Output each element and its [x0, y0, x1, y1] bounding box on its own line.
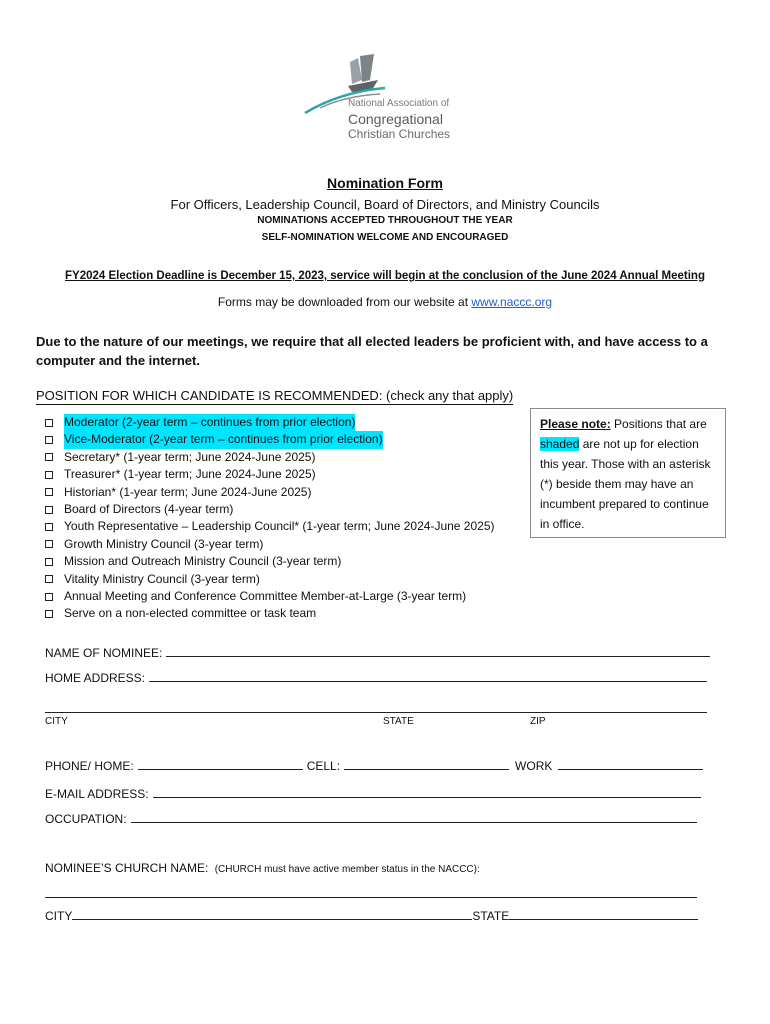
- position-label: Moderator (2-year term – continues from prior election): [64, 414, 355, 431]
- download-text: Forms may be downloaded from our website at: [217, 295, 472, 309]
- work-label: WORK: [515, 759, 553, 773]
- email-field[interactable]: [153, 797, 701, 798]
- position-option[interactable]: [45, 501, 495, 518]
- position-option[interactable]: [45, 536, 495, 553]
- form-subtitle: For Officers, Leadership Council, Board of Directors, and Ministry Councils: [170, 197, 600, 212]
- position-label: Historian* (1-year term; June 2024-June 2025): [64, 484, 312, 499]
- positions-heading: POSITION FOR WHICH CANDIDATE IS RECOMMENDED: (check any that apply): [36, 388, 514, 403]
- checkbox[interactable]: [45, 488, 53, 496]
- note-label: Please note:: [540, 417, 611, 431]
- position-label: Vitality Ministry Council (3-year term): [64, 571, 260, 586]
- position-option[interactable]: [45, 449, 495, 466]
- download-info: [0, 295, 770, 309]
- occupation-label: OCCUPATION:: [45, 812, 127, 826]
- position-option[interactable]: [45, 466, 495, 483]
- nominee-name-label: NAME OF NOMINEE:: [45, 646, 163, 660]
- position-options: [45, 414, 495, 623]
- position-option[interactable]: [45, 414, 495, 431]
- church-name-label: NOMINEE’S CHURCH NAME:: [45, 861, 209, 875]
- nominee-name-row: [45, 646, 710, 660]
- logo-text-line1: National Association of: [348, 98, 450, 109]
- occupation-row: [45, 812, 697, 826]
- home-address-row: [45, 671, 707, 685]
- church-city-label: CITY: [45, 909, 73, 923]
- logo-text-line2: Congregational: [348, 111, 443, 127]
- logo-text-line3: Christian Churches: [348, 127, 451, 141]
- self-nomination-note: SELF-NOMINATION WELCOME AND ENCOURAGED: [261, 232, 509, 243]
- checkbox[interactable]: [45, 453, 53, 461]
- email-label: E-MAIL ADDRESS:: [45, 787, 149, 801]
- checkbox[interactable]: [45, 419, 53, 427]
- state-caption: STATE: [383, 716, 414, 727]
- note-text-1: Positions that are: [610, 417, 707, 431]
- website-link[interactable]: www.naccc.org: [471, 295, 553, 309]
- position-label: Annual Meeting and Conference Committee Member-at-Large (3-year term): [64, 588, 467, 603]
- phone-home-label: PHONE/ HOME:: [45, 759, 134, 773]
- home-address-label: HOME ADDRESS:: [45, 671, 146, 685]
- requirement-statement: Due to the nature of our meetings, we require that all elected leaders be proficient with, and have access to a computer and the internet.: [36, 334, 708, 368]
- position-option[interactable]: [45, 484, 495, 501]
- home-address-field[interactable]: [149, 681, 707, 682]
- church-name-field[interactable]: [45, 897, 697, 898]
- position-label: Secretary* (1-year term; June 2024-June 2025): [64, 449, 316, 464]
- form-title: Nomination Form: [327, 175, 443, 191]
- church-state-field[interactable]: [509, 919, 698, 920]
- checkbox[interactable]: [45, 593, 53, 601]
- cell-field[interactable]: [344, 769, 509, 770]
- phone-row: [45, 759, 703, 773]
- church-state-label: STATE: [472, 909, 510, 923]
- position-label: Growth Ministry Council (3-year term): [64, 536, 264, 551]
- church-name-row: [45, 861, 480, 875]
- position-label: Serve on a non-elected committee or task team: [64, 606, 317, 621]
- church-city-row: [45, 909, 698, 923]
- checkbox[interactable]: [45, 575, 53, 583]
- occupation-field[interactable]: [131, 822, 697, 823]
- position-label: Vice-Moderator (2-year term – continues from prior election): [64, 431, 383, 448]
- work-field[interactable]: [558, 769, 703, 770]
- note-shaded-word: shaded: [540, 437, 580, 451]
- position-option[interactable]: [45, 605, 495, 622]
- position-option[interactable]: [45, 518, 495, 535]
- please-note-box: [530, 408, 726, 538]
- checkbox[interactable]: [45, 506, 53, 514]
- position-option[interactable]: [45, 588, 495, 605]
- email-row: [45, 787, 701, 801]
- checkbox[interactable]: [45, 523, 53, 531]
- nominations-accepted-note: NOMINATIONS ACCEPTED THROUGHOUT THE YEAR: [257, 215, 513, 226]
- note-text-2: are not up for election this year. Those with an asterisk (*) beside them may have an incumbent prepared to continue in office.: [540, 437, 711, 531]
- checkbox[interactable]: [45, 436, 53, 444]
- phone-home-field[interactable]: [138, 769, 303, 770]
- election-deadline: FY2024 Election Deadline is December 15, 2023, service will begin at the conclusion of the June 2024 Annual Meeting: [65, 270, 705, 282]
- city-state-zip-field[interactable]: [45, 712, 707, 713]
- church-status-note: (CHURCH must have active member status in the NACCC):: [214, 864, 480, 875]
- checkbox[interactable]: [45, 558, 53, 566]
- zip-caption: ZIP: [530, 716, 546, 727]
- cell-label: CELL:: [306, 759, 341, 773]
- checkbox[interactable]: [45, 471, 53, 479]
- checkbox[interactable]: [45, 610, 53, 618]
- position-option[interactable]: [45, 553, 495, 570]
- position-label: Board of Directors (4-year term): [64, 501, 234, 516]
- position-option[interactable]: [45, 571, 495, 588]
- checkbox[interactable]: [45, 540, 53, 548]
- position-option[interactable]: [45, 431, 495, 448]
- position-label: Youth Representative – Leadership Council* (1-year term; June 2024-June 2025): [64, 519, 495, 534]
- city-caption: CITY: [45, 716, 68, 727]
- position-label: Treasurer* (1-year term; June 2024-June 2025): [64, 467, 316, 482]
- nominee-name-field[interactable]: [166, 656, 710, 657]
- position-label: Mission and Outreach Ministry Council (3-year term): [64, 554, 342, 569]
- church-city-field[interactable]: [72, 919, 472, 920]
